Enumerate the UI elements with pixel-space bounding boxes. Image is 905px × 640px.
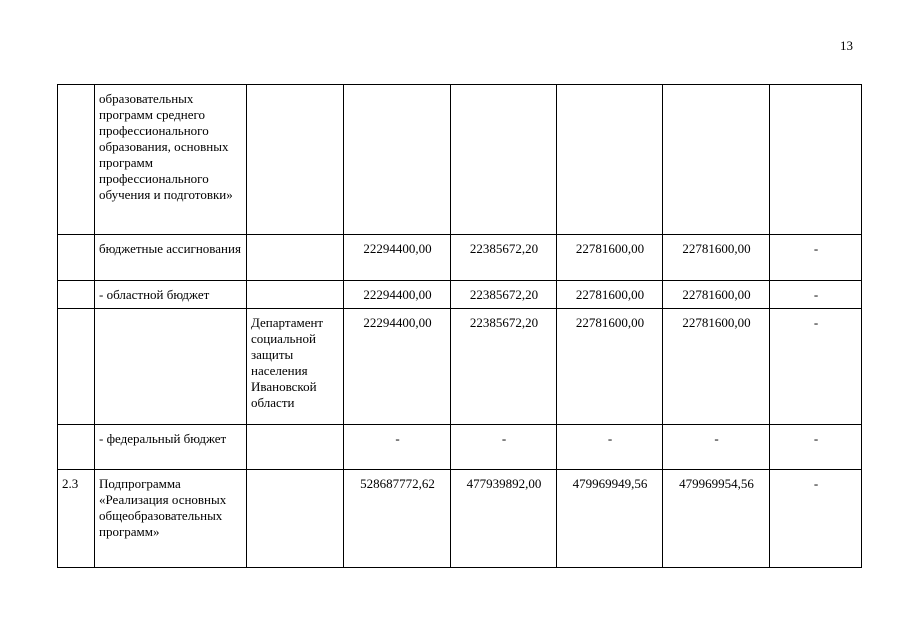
table-row bbox=[58, 425, 862, 470]
row-index-cell: 2.3 bbox=[58, 470, 95, 568]
row-index-cell bbox=[58, 85, 95, 235]
row-value-cell: 22781600,00 bbox=[663, 235, 770, 281]
row-name-cell: образовательных программ среднего профессионального образования, основных программ профессионального обучения и подготовки» bbox=[95, 85, 247, 235]
row-executor-cell bbox=[247, 85, 344, 235]
page-number: 13 bbox=[840, 38, 853, 53]
row-value-cell: 22294400,00 bbox=[344, 309, 451, 425]
row-value-cell: 22294400,00 bbox=[344, 281, 451, 309]
row-value-cell bbox=[557, 85, 663, 235]
table-row bbox=[58, 281, 862, 309]
row-value-cell: 22781600,00 bbox=[557, 309, 663, 425]
row-value-cell: - bbox=[451, 425, 557, 470]
row-index-cell bbox=[58, 309, 95, 425]
row-value-cell: - bbox=[770, 281, 862, 309]
row-value-cell: 22781600,00 bbox=[663, 309, 770, 425]
row-value-cell: 22385672,20 bbox=[451, 281, 557, 309]
row-value-cell: 22385672,20 bbox=[451, 235, 557, 281]
budget-table bbox=[57, 84, 862, 568]
row-value-cell: - bbox=[770, 235, 862, 281]
row-value-cell bbox=[663, 85, 770, 235]
row-value-cell: - bbox=[344, 425, 451, 470]
table-row bbox=[58, 235, 862, 281]
row-value-cell bbox=[344, 85, 451, 235]
row-value-cell: 528687772,62 bbox=[344, 470, 451, 568]
row-name-cell: - областной бюджет bbox=[95, 281, 247, 309]
row-value-cell bbox=[770, 85, 862, 235]
row-value-cell: 22781600,00 bbox=[663, 281, 770, 309]
row-executor-cell bbox=[247, 425, 344, 470]
row-name-cell: - федеральный бюджет bbox=[95, 425, 247, 470]
table-row bbox=[58, 470, 862, 568]
row-value-cell: - bbox=[770, 309, 862, 425]
row-name-cell: Подпрограмма «Реализация основных общеобразовательных программ» bbox=[95, 470, 247, 568]
row-name-cell: бюджетные ассигнования bbox=[95, 235, 247, 281]
row-name-cell bbox=[95, 309, 247, 425]
row-index-cell bbox=[58, 281, 95, 309]
row-value-cell: 22385672,20 bbox=[451, 309, 557, 425]
row-value-cell: - bbox=[557, 425, 663, 470]
row-executor-cell bbox=[247, 235, 344, 281]
row-value-cell: 479969949,56 bbox=[557, 470, 663, 568]
row-index-cell bbox=[58, 425, 95, 470]
table-row bbox=[58, 309, 862, 425]
row-value-cell: 22781600,00 bbox=[557, 235, 663, 281]
row-value-cell: - bbox=[770, 425, 862, 470]
row-value-cell: 479969954,56 bbox=[663, 470, 770, 568]
row-executor-cell bbox=[247, 281, 344, 309]
table-row bbox=[58, 85, 862, 235]
row-value-cell bbox=[451, 85, 557, 235]
row-index-cell bbox=[58, 235, 95, 281]
row-value-cell: 22781600,00 bbox=[557, 281, 663, 309]
row-value-cell: - bbox=[663, 425, 770, 470]
row-executor-cell: Департамент социальной защиты населения Ивановской области bbox=[247, 309, 344, 425]
row-value-cell: 477939892,00 bbox=[451, 470, 557, 568]
row-executor-cell bbox=[247, 470, 344, 568]
row-value-cell: - bbox=[770, 470, 862, 568]
row-value-cell: 22294400,00 bbox=[344, 235, 451, 281]
